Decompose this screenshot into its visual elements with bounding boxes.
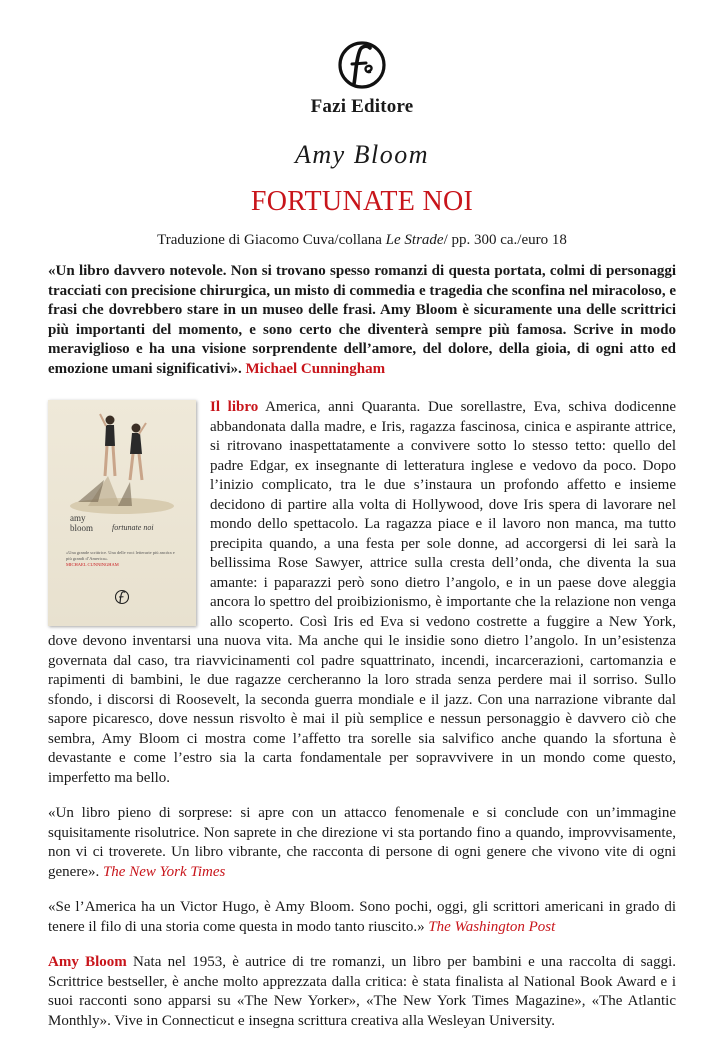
book-title: FORTUNATE NOI xyxy=(250,186,474,217)
author-bio-label: Amy Bloom xyxy=(48,954,127,970)
book-author: Amy Bloom xyxy=(294,140,430,169)
review-wapo-source: The Washington Post xyxy=(428,918,556,935)
cover-author-line1: amy xyxy=(70,513,86,523)
cover-author-line2: bloom xyxy=(70,523,94,533)
main-quote-text: «Un libro davvero notevole. Non si trovano spesso romanzi di questa portata, colmi di personaggi tracciati con precisione chirurgica, un misto di commedia e tragedia che sconfina nel miracoloso, e frasi che dovrebbero stare in un museo delle frasi. Amy Bloom è sicuramente una delle scrittrici più importanti del momento, e sono certo che diventerà sempre più famosa. Scrive in modo meraviglioso e ha una visione sorprendente dell’amore, del dolore, della gioia, di ogni atto ed emozione umani significativi». xyxy=(48,263,676,377)
cover-logo-icon xyxy=(114,588,130,606)
review-wapo-text: «Se l’America ha un Victor Hugo, è Amy Bloom. Sono pochi, oggi, gli scrittori americani in grado di tenere il filo di una storia come questa in modo tanto riuscito.» xyxy=(48,899,676,935)
book-description xyxy=(48,398,676,1047)
book-cover-image xyxy=(48,400,196,626)
cover-quote-source: MICHAEL CUNNINGHAM xyxy=(66,562,119,567)
book-summary-text: America, anni Quaranta. Due sorellastre, Eva, schiva dodicenne abbandonata dalla madre, e Iris, ragazza fascinosa, cinica e aspirante attrice, si ritrovano inaspettatamente a convivere sotto lo stesso tetto: quello del padre Edgar, ex insegnante di letteratura inglese e vedovo da poco. Dopo l’inizio complicato, tra le due s’instaura un profondo affetto e insieme decidono di partire alla volta di Hollywood, dove Iris spera di lavorare nel mondo dello spettacolo. La ragazza piace e il lavoro non manca, ma tutto precipita quando, a una festa per sole donne, ad accorgersi di lei sarà la bellissima Rose Sawyer, attrice sulla cresta dell’onda, che diventa la sua amante: i paparazzi però sono dietro l’angolo, e in un paese dove aleggia ancora lo spettro del proibizionismo, è importante che la relazione non venga allo scoperto. Così Iris ed Eva si vedono costrette a fuggire a New York, dove devono inventarsi una nuova vita. Ma anche qui le insidie sono dietro l’angolo. In un’esistenza governata dal caso, tra riavvicinamenti col padre squattrinato, incendi, incarcerazioni, cartomanzia e rapimenti di bambini, le due ragazze cercheranno la loro strada senza perdere mai il sorriso. Sullo sfondo, i discorsi di Roosevelt, la seconda guerra mondiale e il jazz. Con una narrazione vibrante dal sapore picaresco, dove nessun risvolto è mai il più semplice e nessun personaggio è davvero ciò che sembra, Amy Bloom ci mostra come l’affetto tra sorelle sia salvifico anche quando la sfortuna è devastante e come l’estro sia la carta fondamentale per sopravvivere in un mondo come questo, imperfetto ma bello. xyxy=(48,399,676,786)
main-quote-source: Michael Cunningham xyxy=(245,360,386,377)
cover-author xyxy=(70,513,93,533)
review-wapo xyxy=(48,898,676,937)
cover-quote-text: «Una grande scrittrice. Una delle voci letterarie più ancóra e più grandi d’America». xyxy=(66,550,175,561)
review-nyt xyxy=(48,804,676,882)
cover-quote xyxy=(66,550,178,568)
publisher-name: Fazi Editore xyxy=(310,96,414,117)
review-nyt-text: «Un libro pieno di sorprese: si apre con un attacco fenomenale e si conclude con un’immagine squisitamente risolutrice. Non saprete in che direzione vi sta portando fino a quando, improvvisamente, non vi ci troverete. Un libro vibrante, che racconta di persone di ogni genere che vivono vite di ogni genere». xyxy=(48,805,676,880)
main-review-quote xyxy=(48,262,676,380)
series-name: Le Strade xyxy=(385,232,444,248)
author-bio xyxy=(48,953,676,1031)
fazi-logo-icon xyxy=(334,36,390,94)
publisher-header xyxy=(0,36,724,118)
translation-info: Traduzione di Giacomo Cuva/collana xyxy=(157,232,386,248)
cover-title: fortunate noi xyxy=(112,523,154,532)
book-summary-label: Il libro xyxy=(210,399,259,415)
cover-illustration xyxy=(58,406,186,516)
review-nyt-source: The New York Times xyxy=(102,863,226,880)
book-details xyxy=(0,232,724,249)
author-bio-text: Nata nel 1953, è autrice di tre romanzi, un libro per bambini e una raccolta di saggi. Scrittrice bestseller, è anche molto apprezzata dalla critica: è stata finalista al National Book Award e i suoi racconti sono apparsi su «The New Yorker», «The New York Times Magazine», «The Atlantic Monthly». Vive in Connecticut e insegna scrittura creativa alla Wesleyan University. xyxy=(48,954,677,1029)
pages-price: / pp. 300 ca./euro 18 xyxy=(443,232,567,248)
